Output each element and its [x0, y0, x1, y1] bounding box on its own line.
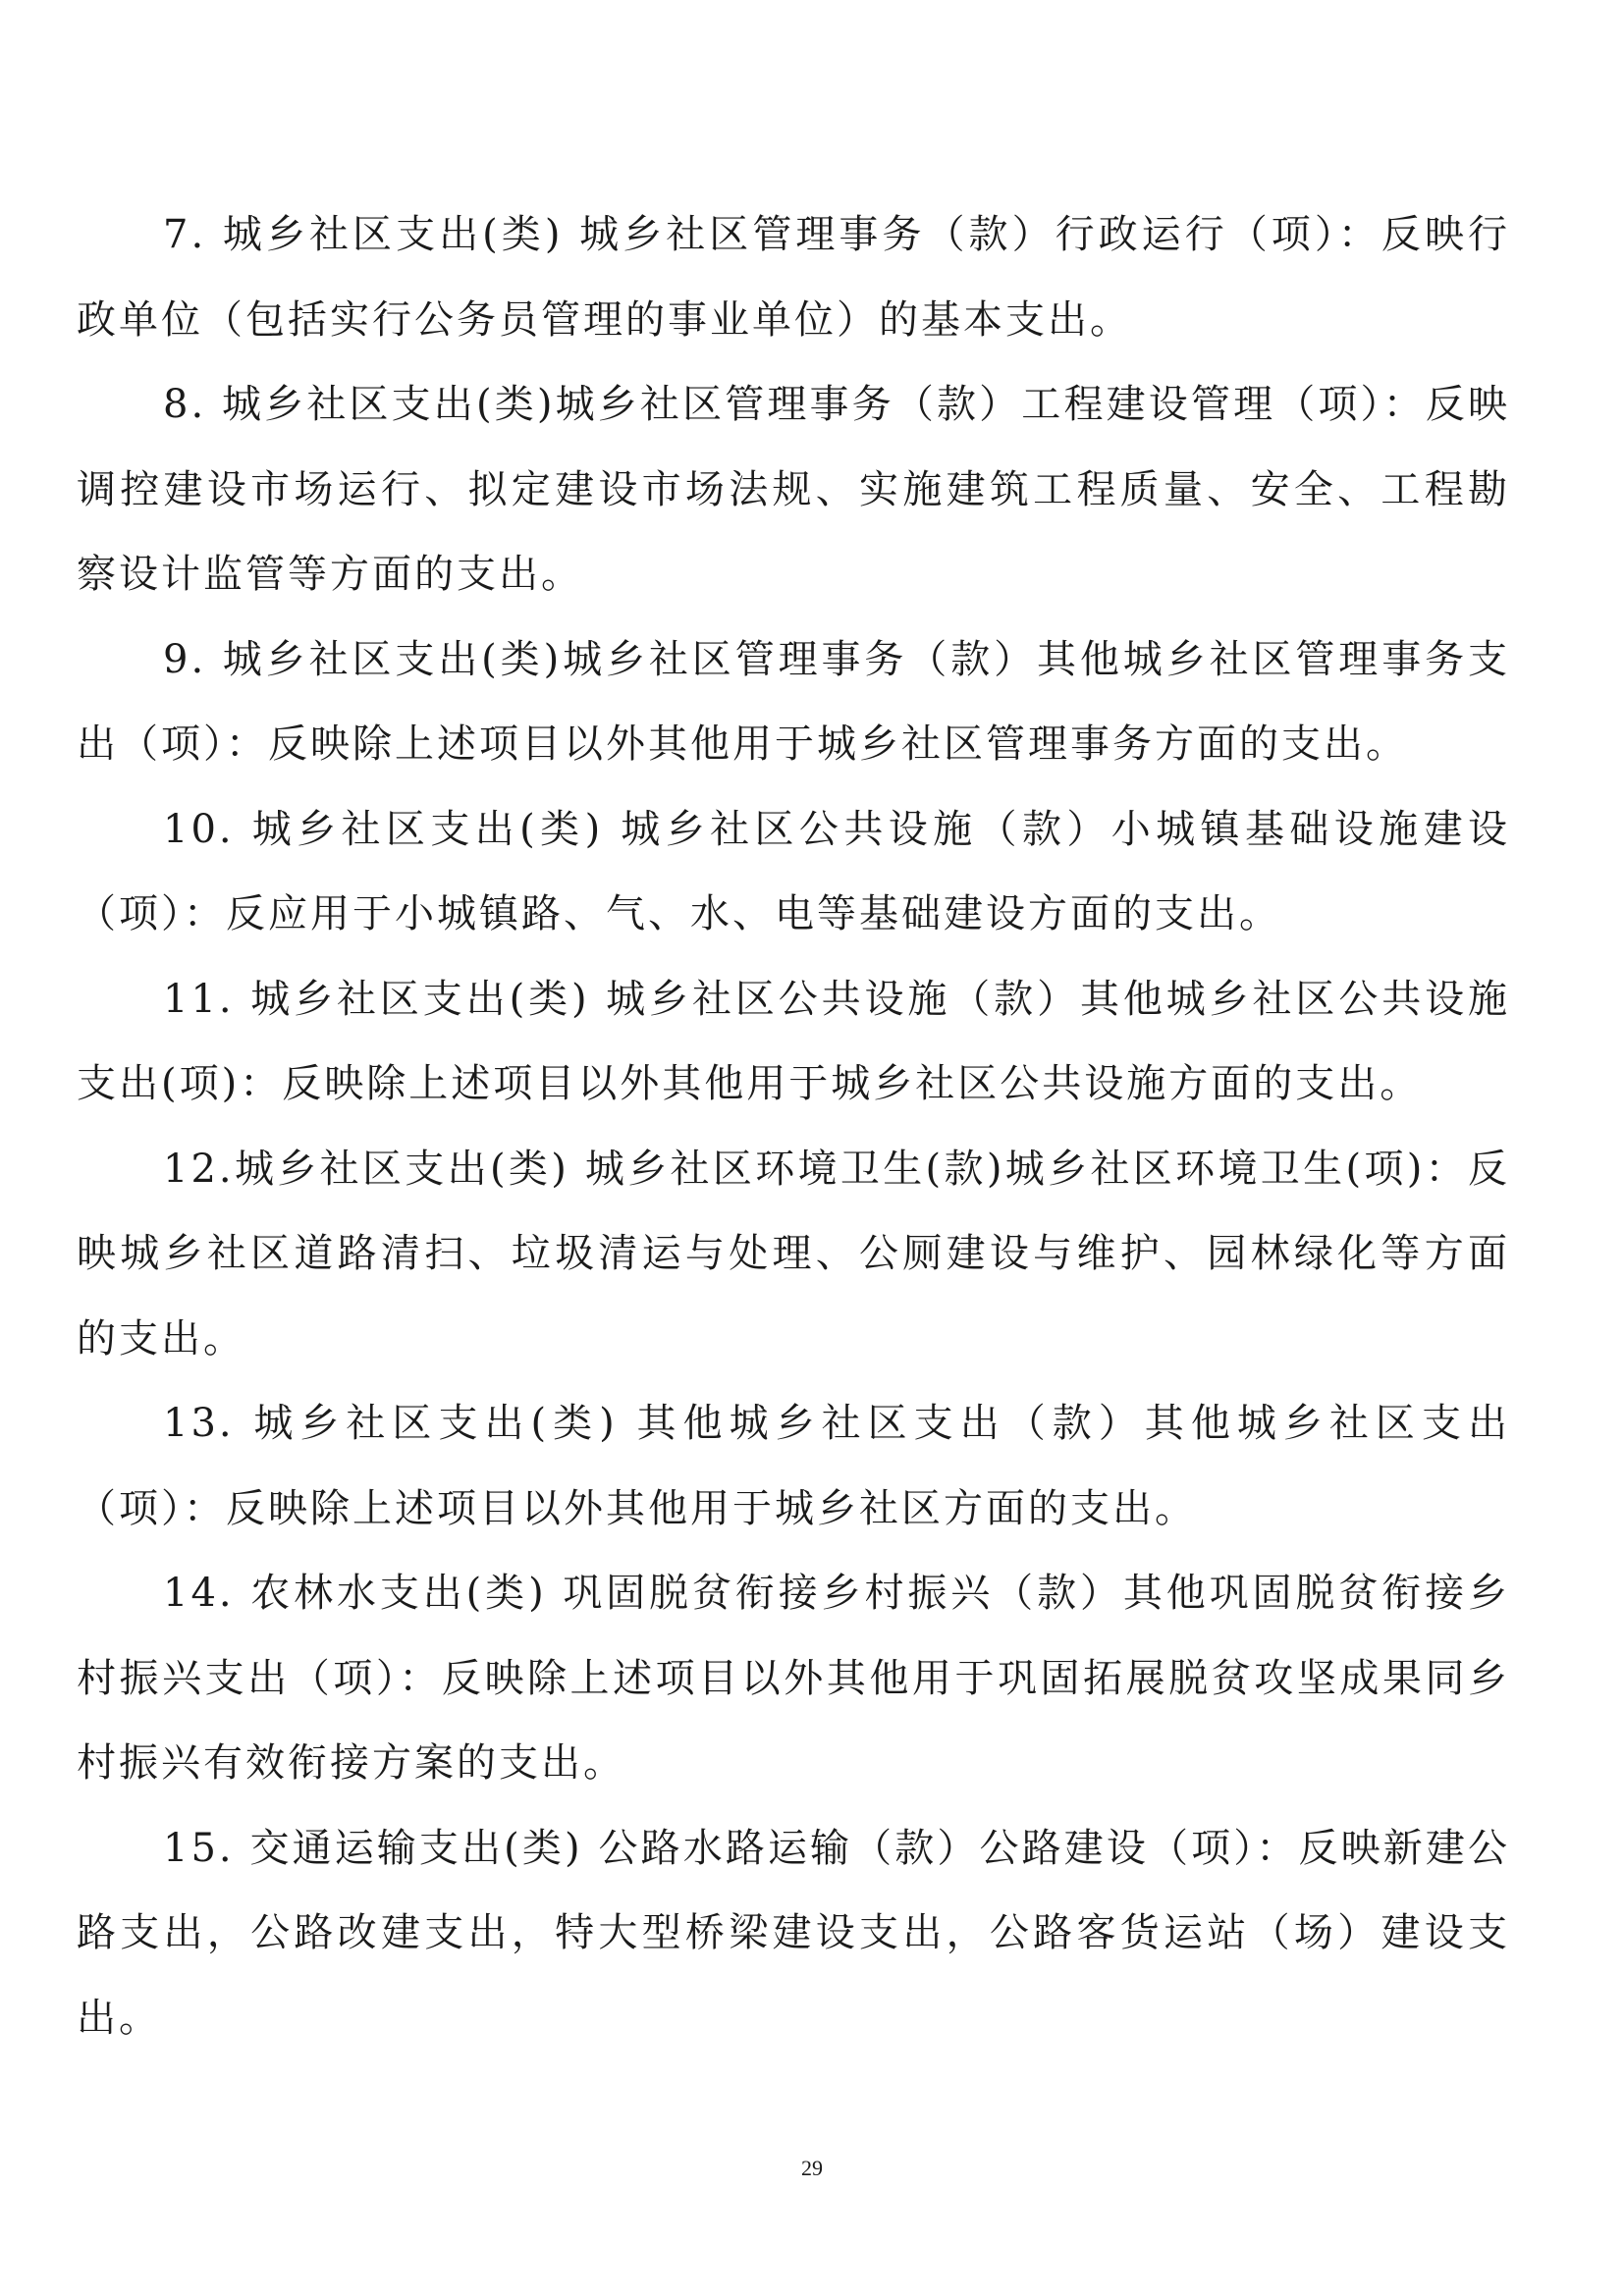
paragraph-item-11: 11. 城乡社区支出(类) 城乡社区公共设施（款）其他城乡社区公共设施支出(项)：反映除上述项目以外其他用于城乡社区公共设施方面的支出。: [77, 976, 1510, 1106]
page-number: 29: [801, 2156, 823, 2180]
paragraph-item-9: 9. 城乡社区支出(类)城乡社区管理事务（款）其他城乡社区管理事务支出（项）：反映除上述项目以外其他用于城乡社区管理事务方面的支出。: [77, 636, 1510, 767]
paragraph-item-8: 8. 城乡社区支出(类)城乡社区管理事务（款）工程建设管理（项）：反映调控建设市场运行、拟定建设市场法规、实施建筑工程质量、安全、工程勘察设计监管等方面的支出。: [77, 382, 1510, 597]
paragraph-item-12: 12.城乡社区支出(类) 城乡社区环境卫生(款)城乡社区环境卫生(项)：反映城乡社区道路清扫、垃圾清运与处理、公厕建设与维护、园林绿化等方面的支出。: [77, 1146, 1510, 1362]
document-body: [77, 192, 1510, 2060]
paragraph-item-14: 14. 农林水支出(类) 巩固脱贫衔接乡村振兴（款）其他巩固脱贫衔接乡村振兴支出（项）：反映除上述项目以外其他用于巩固拓展脱贫攻坚成果同乡村振兴有效衔接方案的支出。: [77, 1571, 1510, 1786]
paragraph-item-15: 15. 交通运输支出(类) 公路水路运输（款）公路建设（项）：反映新建公路支出，公路改建支出，特大型桥梁建设支出，公路客货运站（场）建设支出。: [77, 1825, 1510, 2041]
paragraph-item-13: 13. 城乡社区支出(类) 其他城乡社区支出（款）其他城乡社区支出（项）：反映除上述项目以外其他用于城乡社区方面的支出。: [77, 1401, 1510, 1531]
paragraph-item-7: 7. 城乡社区支出(类) 城乡社区管理事务（款）行政运行（项）：反映行政单位（包括实行公务员管理的事业单位）的基本支出。: [77, 212, 1510, 343]
paragraph-item-10: 10. 城乡社区支出(类) 城乡社区公共设施（款）小城镇基础设施建设（项）：反应用于小城镇路、气、水、电等基础建设方面的支出。: [77, 806, 1510, 936]
